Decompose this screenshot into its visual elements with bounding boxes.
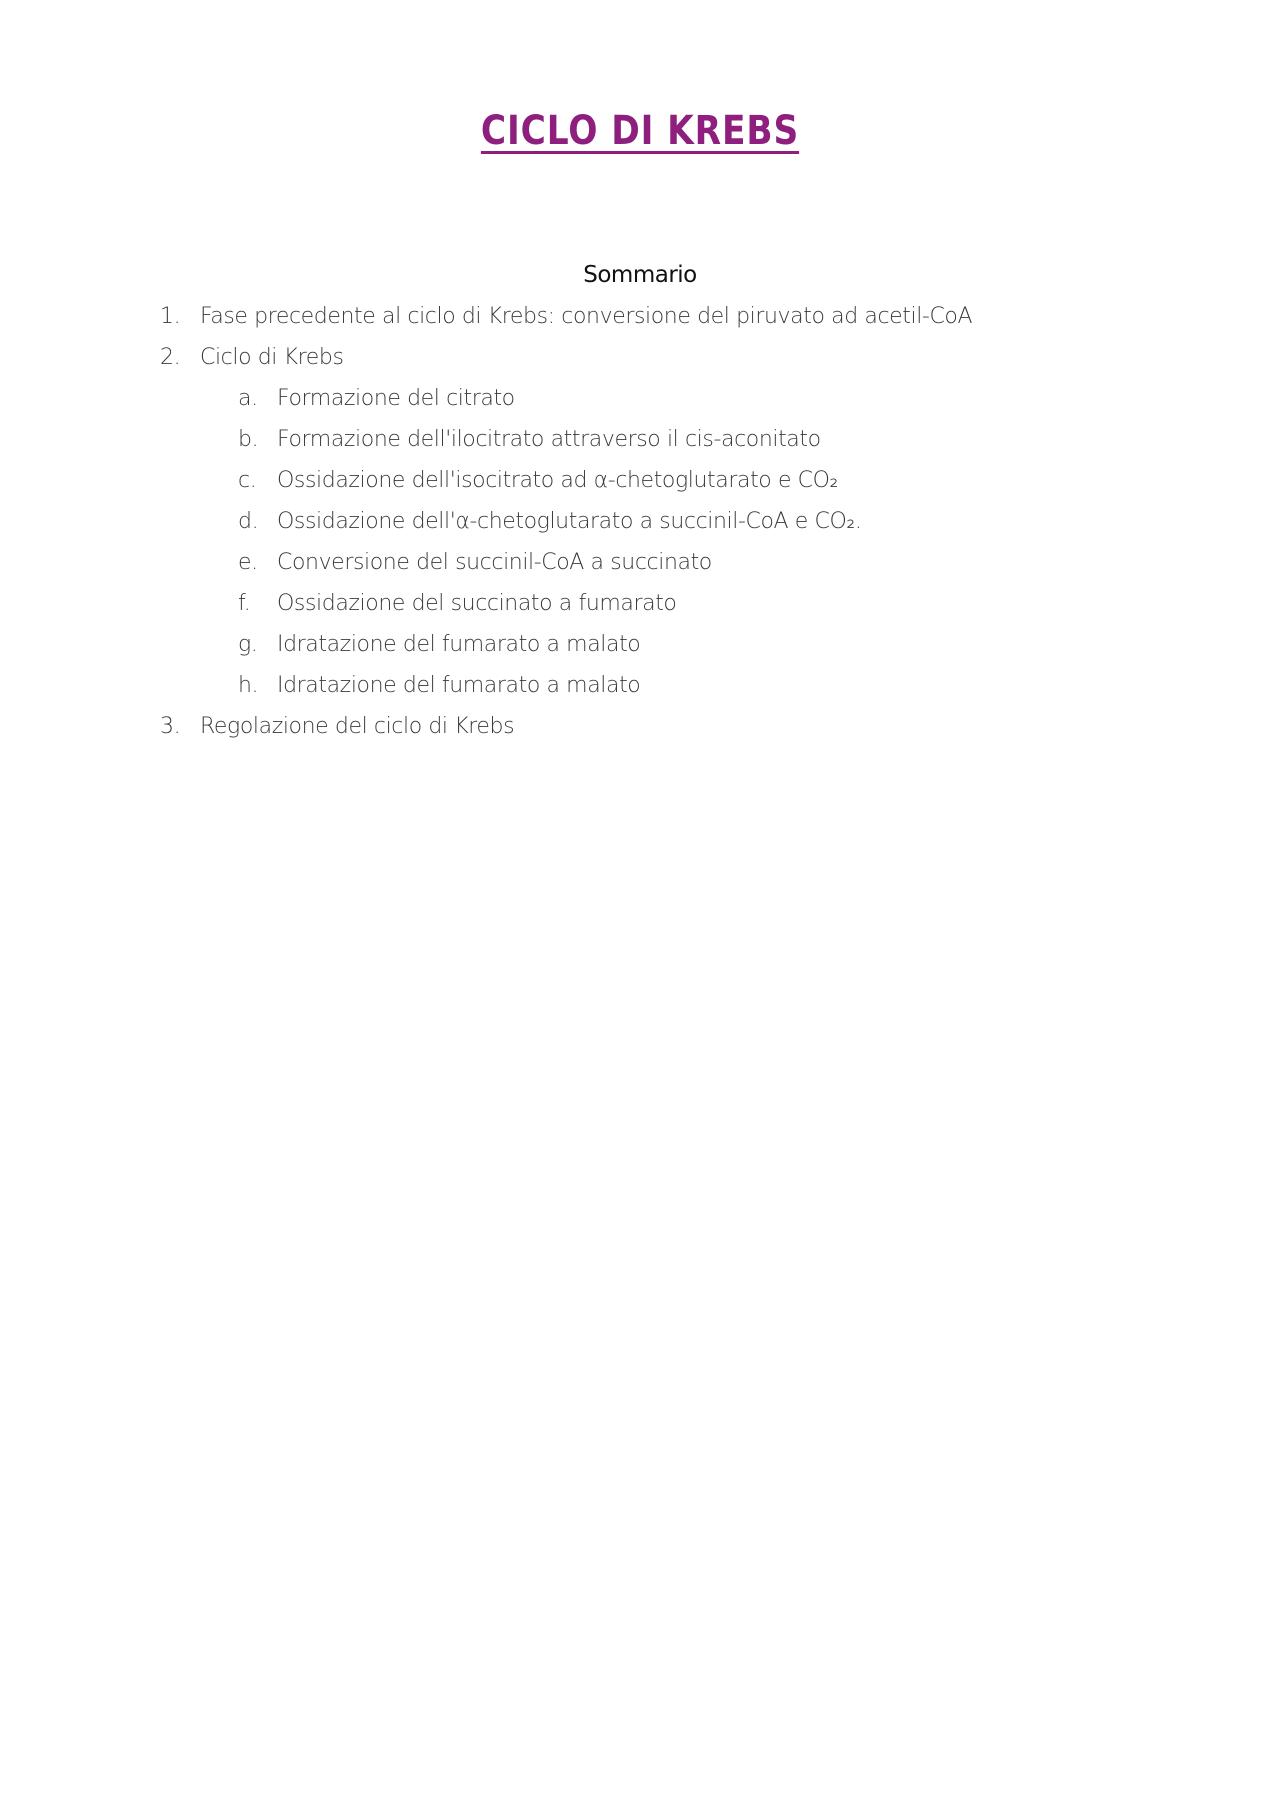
toc-subitem-f <box>0 583 1280 624</box>
toc-item-text: Ciclo di Krebs <box>200 345 344 370</box>
document-title: CICLO DI KREBS <box>480 108 800 154</box>
toc-subitem-b <box>0 419 1280 460</box>
toc-item-2 <box>0 337 1280 378</box>
toc-item-number: g. <box>238 632 258 657</box>
toc-heading: Sommario <box>583 262 697 288</box>
toc-subitem-h <box>0 665 1280 706</box>
toc-item-text: Ossidazione dell'α-chetoglutarato a succinil-CoA e CO₂. <box>277 509 862 534</box>
toc-item-1 <box>0 296 1280 337</box>
toc-item-3 <box>0 706 1280 747</box>
toc-subitem-a <box>0 378 1280 419</box>
toc-item-number: 1. <box>160 304 181 329</box>
toc-subitem-e <box>0 542 1280 583</box>
toc-subitem-g <box>0 624 1280 665</box>
toc-subitem-d <box>0 501 1280 542</box>
toc-item-text: Fase precedente al ciclo di Krebs: conversione del piruvato ad acetil-CoA <box>200 304 973 329</box>
toc-item-text: Regolazione del ciclo di Krebs <box>200 714 515 739</box>
toc-item-text: Conversione del succinil-CoA a succinato <box>277 550 712 575</box>
toc-subitem-c <box>0 460 1280 501</box>
toc-item-text: Ossidazione dell'isocitrato ad α-chetoglutarato e CO₂ <box>277 468 838 493</box>
toc-item-number: c. <box>238 468 257 493</box>
toc-item-number: a. <box>238 386 258 411</box>
toc-item-number: h. <box>238 673 259 698</box>
toc-item-number: e. <box>238 550 258 575</box>
toc-item-text: Formazione dell'ilocitrato attraverso il cis-aconitato <box>277 427 821 452</box>
toc-item-text: Ossidazione del succinato a fumarato <box>277 591 677 616</box>
table-of-contents <box>0 296 1280 747</box>
toc-item-text: Formazione del citrato <box>277 386 515 411</box>
toc-item-text: Idratazione del fumarato a malato <box>277 673 641 698</box>
toc-item-number: 3. <box>160 714 181 739</box>
toc-item-text: Idratazione del fumarato a malato <box>277 632 641 657</box>
toc-item-number: 2. <box>160 345 181 370</box>
toc-item-number: b. <box>238 427 259 452</box>
toc-item-number: f. <box>238 591 251 616</box>
toc-item-number: d. <box>238 509 259 534</box>
